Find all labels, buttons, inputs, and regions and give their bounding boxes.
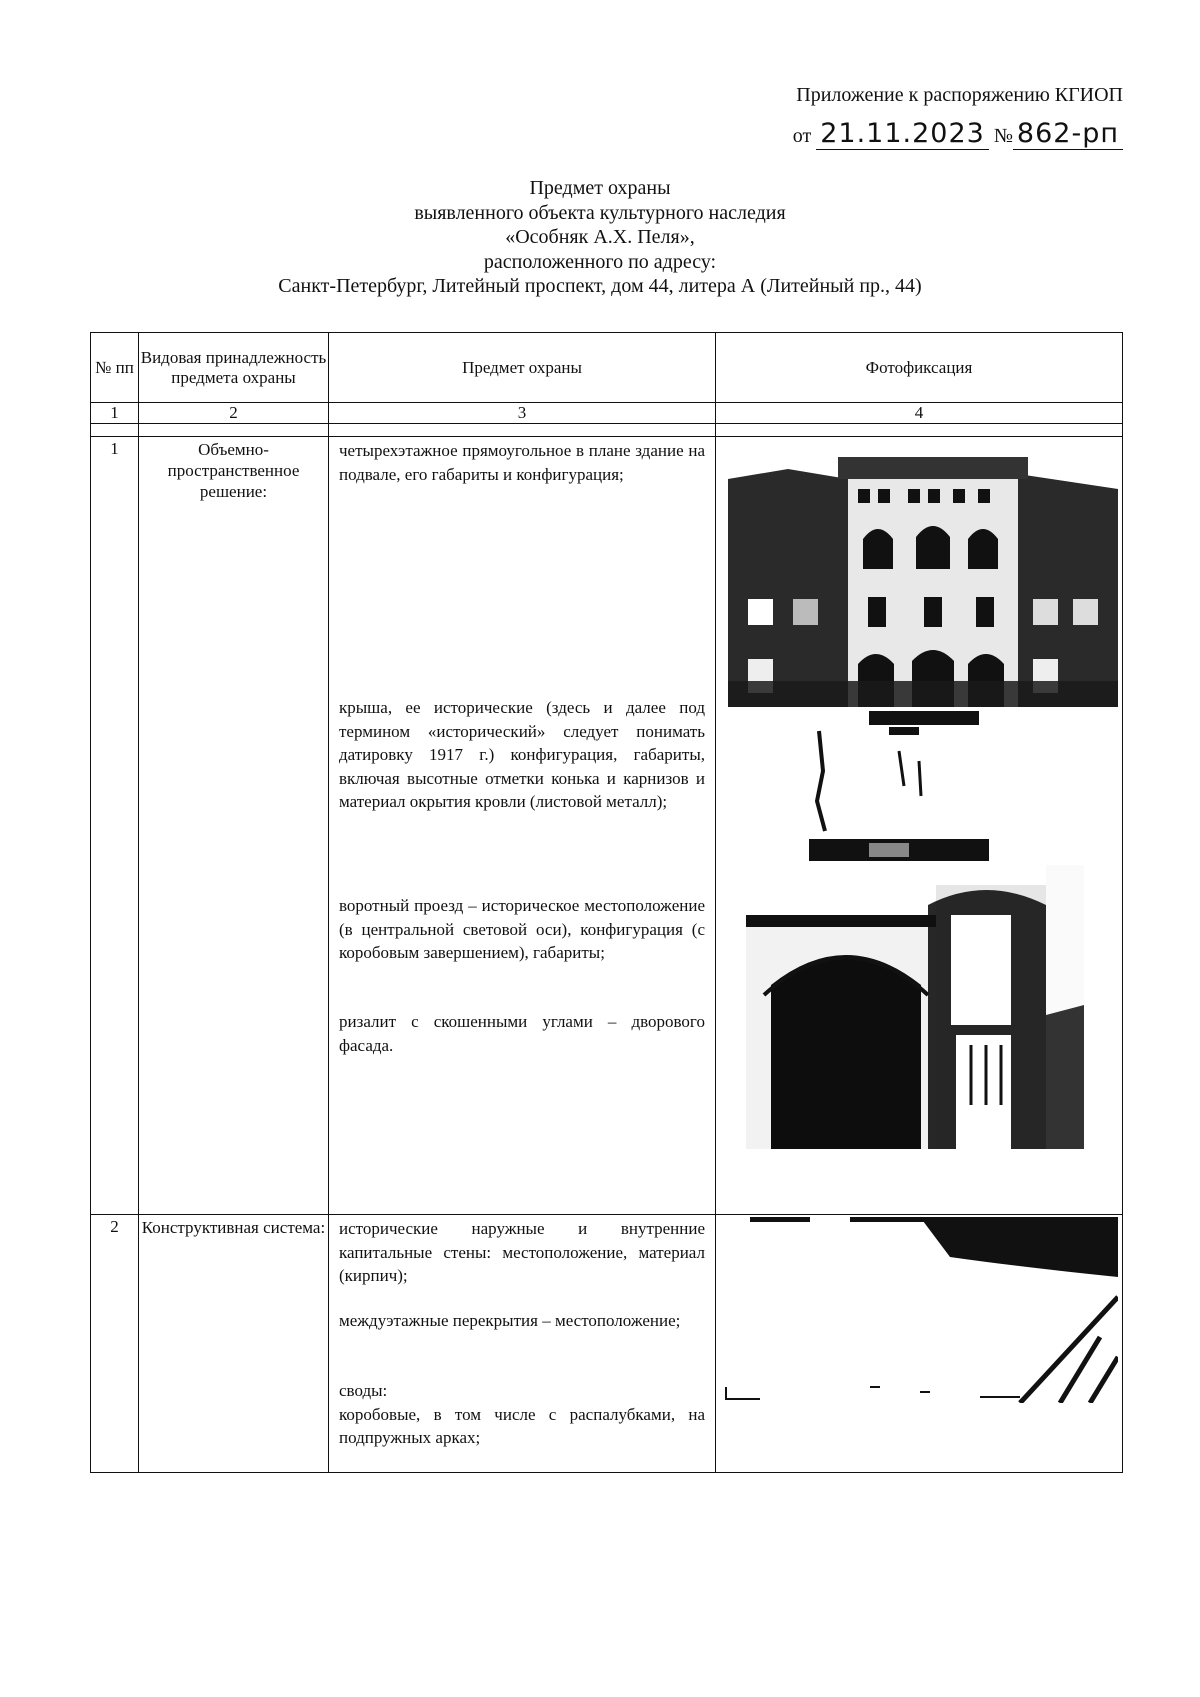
column-number-row xyxy=(91,403,1123,424)
subject-item: ризалит с скошенными углами – дворового фасада. xyxy=(339,1012,705,1055)
subject-item: четырехэтажное прямоугольное в плане здание на подвале, его габариты и конфигурация; xyxy=(339,441,705,484)
subject-item: коробовые, в том числе с распалубками, на подпружных арках; xyxy=(339,1404,705,1447)
protection-subject-table xyxy=(90,332,1123,1473)
document-title xyxy=(0,176,1200,299)
column-number: 3 xyxy=(329,403,716,424)
spacer-row xyxy=(91,424,1123,437)
header-subject: Предмет охраны xyxy=(329,333,716,403)
table-row xyxy=(91,1215,1123,1473)
title-line-1: Предмет охраны xyxy=(529,177,671,199)
table-header-row xyxy=(91,333,1123,403)
header-type: Видовая принадлежность предмета охраны xyxy=(139,333,329,403)
number-prefix: № xyxy=(993,125,1013,147)
title-line-2: выявленного объекта культурного наследия xyxy=(414,201,786,224)
row-photos xyxy=(716,437,1123,1215)
order-number: 862-рп xyxy=(1013,118,1123,150)
subject-item: междуэтажные перекрытия – местоположение; xyxy=(339,1311,681,1330)
facade-photo xyxy=(728,449,1118,707)
roof-photo xyxy=(809,711,999,861)
row-subject xyxy=(329,1215,716,1473)
subject-item: крыша, ее исторические (здесь и далее под термином «исторический» следует понимать датировку 1917 г.) конфигурация, габариты, включая высотные отметки конька и карнизов и материал окрытия кровли (листовой металл); xyxy=(339,698,705,811)
subject-item: исторические наружные и внутренние капитальные стены: местоположение, материал (кирпич); xyxy=(339,1219,705,1285)
table-row xyxy=(91,437,1123,1215)
row-type: Конструктивная система: xyxy=(139,1215,329,1473)
row-type: Объемно-пространственное решение: xyxy=(139,437,329,1215)
title-line-5: Санкт-Петербург, Литейный проспект, дом 44, литера А (Литейный пр., 44) xyxy=(278,275,922,297)
appendix-label: Приложение к распоряжению КГИОП xyxy=(796,84,1123,106)
row-number: 2 xyxy=(91,1215,139,1473)
row-photos xyxy=(716,1215,1123,1473)
date-prefix: от xyxy=(792,125,812,147)
title-line-4: расположенного по адресу: xyxy=(483,250,717,273)
header-photo: Фотофиксация xyxy=(716,333,1123,403)
subject-item: своды: xyxy=(339,1381,388,1400)
subject-item: воротный проезд – историческое местоположение (в центральной световой оси), конфигурация (с коробовым завершением), габариты; xyxy=(339,896,705,962)
interior-vault-photo xyxy=(720,1217,1118,1403)
row-subject xyxy=(329,437,716,1215)
title-line-3: «Особняк А.Х. Пеля», xyxy=(505,226,695,248)
column-number: 1 xyxy=(91,403,139,424)
header-number: № пп xyxy=(91,333,139,403)
column-number: 4 xyxy=(716,403,1123,424)
gateway-photo xyxy=(746,865,1084,1149)
order-date: 21.11.2023 xyxy=(816,118,989,150)
column-number: 2 xyxy=(139,403,329,424)
order-date-line xyxy=(793,118,1123,149)
row-number: 1 xyxy=(91,437,139,1215)
